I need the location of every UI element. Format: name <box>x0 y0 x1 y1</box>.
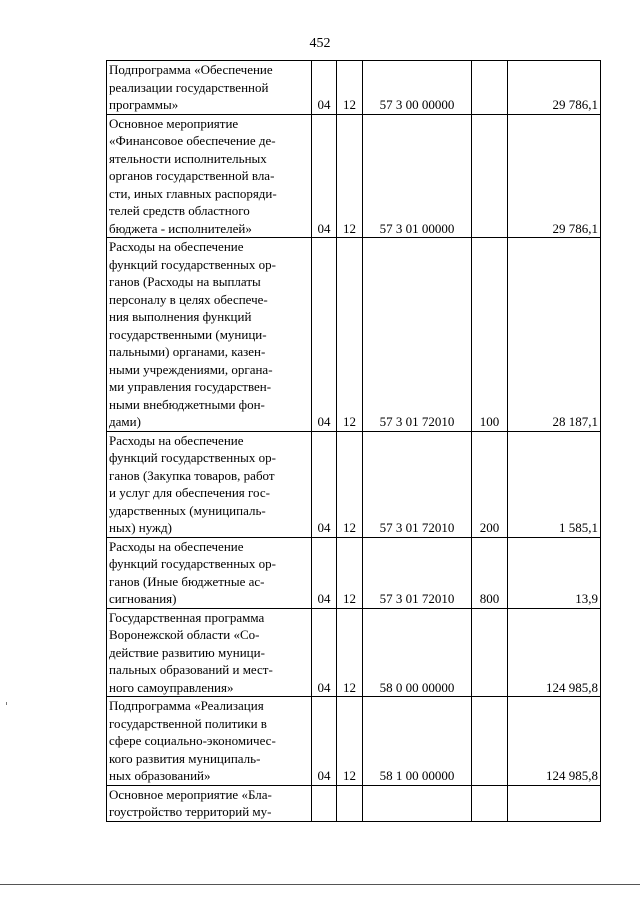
description-line: Государственная программа <box>109 609 265 625</box>
subsection-code: 12 <box>337 238 363 432</box>
target-article-code: 57 3 01 72010 <box>363 537 472 608</box>
amount: 28 187,1 <box>508 238 601 432</box>
expense-type-code <box>472 608 508 697</box>
table-row <box>107 697 601 786</box>
description-line: ударственных (муниципаль- <box>109 502 266 518</box>
description-line: функций государственных ор- <box>109 450 277 465</box>
section-code: 04 <box>312 431 337 537</box>
expense-type-code <box>472 61 508 115</box>
expense-type-code: 200 <box>472 431 508 537</box>
table-row <box>107 61 601 115</box>
description-line: и услуг для обеспечения гос- <box>109 485 270 500</box>
description-line: ных) нужд) <box>109 520 172 535</box>
table-row <box>107 537 601 608</box>
section-code: 04 <box>312 61 337 115</box>
description-line: ганов (Закупка товаров, работ <box>109 467 275 483</box>
description-line: персоналу в целях обеспече- <box>109 291 268 307</box>
description-line: сигнования) <box>109 591 177 606</box>
description-line: пальными) органами, казен- <box>109 344 266 359</box>
section-code <box>312 785 337 821</box>
subsection-code: 12 <box>337 608 363 697</box>
section-code: 04 <box>312 608 337 697</box>
amount: 1 585,1 <box>508 431 601 537</box>
description-line: бюджета - исполнителей» <box>109 220 252 236</box>
section-code: 04 <box>312 114 337 238</box>
description-line: Расходы на обеспечение <box>109 432 244 448</box>
section-code: 04 <box>312 697 337 786</box>
scan-mark <box>6 702 7 705</box>
table-row <box>107 608 601 697</box>
description-line: «Финансовое обеспечение де- <box>109 133 276 148</box>
description-line: органов государственной вла- <box>109 168 275 183</box>
description-line: Подпрограмма «Реализация <box>109 698 264 713</box>
item-description <box>107 608 312 697</box>
description-line: ятельности исполнительных <box>109 150 267 166</box>
description-line: Подпрограмма «Обеспечение <box>109 62 273 77</box>
amount: 29 786,1 <box>508 114 601 238</box>
target-article-code: 57 3 01 00000 <box>363 114 472 238</box>
subsection-code: 12 <box>337 61 363 115</box>
description-line: Воронежской области «Со- <box>109 627 260 642</box>
target-article-code: 57 3 01 72010 <box>363 431 472 537</box>
description-line: ных образований» <box>109 768 211 783</box>
amount: 13,9 <box>508 537 601 608</box>
description-line: гоустройство территорий му- <box>109 804 272 819</box>
amount: 29 786,1 <box>508 61 601 115</box>
page-number: 452 <box>309 36 331 51</box>
description-line: реализации государственной <box>109 79 269 95</box>
target-article-code: 58 0 00 00000 <box>363 608 472 697</box>
page-bottom-rule <box>0 884 640 885</box>
description-line: ми управления государствен- <box>109 379 272 394</box>
table-row <box>107 785 601 821</box>
item-description <box>107 537 312 608</box>
expense-type-code <box>472 785 508 821</box>
subsection-code <box>337 785 363 821</box>
target-article-code <box>363 785 472 821</box>
description-line: государственной политики в <box>109 715 267 731</box>
description-line: ными внебюджетными фон- <box>109 396 265 412</box>
description-line: Расходы на обеспечение <box>109 239 244 254</box>
description-line: пальных образований и мест- <box>109 662 273 677</box>
subsection-code: 12 <box>337 114 363 238</box>
description-line: кого развития муниципаль- <box>109 750 261 766</box>
description-line: сфере социально-экономичес- <box>109 733 276 748</box>
subsection-code: 12 <box>337 431 363 537</box>
item-description <box>107 114 312 238</box>
subsection-code: 12 <box>337 537 363 608</box>
expense-type-code <box>472 697 508 786</box>
expense-type-code: 100 <box>472 238 508 432</box>
table-row <box>107 114 601 238</box>
section-code: 04 <box>312 537 337 608</box>
description-line: государственными (муници- <box>109 326 267 342</box>
item-description <box>107 238 312 432</box>
target-article-code: 57 3 01 72010 <box>363 238 472 432</box>
description-line: дами) <box>109 414 141 429</box>
target-article-code: 58 1 00 00000 <box>363 697 472 786</box>
item-description <box>107 697 312 786</box>
description-line: программы» <box>109 97 179 112</box>
description-line: Основное мероприятие <box>109 115 239 131</box>
description-line: Расходы на обеспечение <box>109 538 244 554</box>
description-line: ными учреждениями, органа- <box>109 361 273 377</box>
subsection-code: 12 <box>337 697 363 786</box>
description-line: ного самоуправления» <box>109 679 234 695</box>
item-description <box>107 785 312 821</box>
description-line: ния выполнения функций <box>109 309 252 324</box>
table-row <box>107 431 601 537</box>
amount: 124 985,8 <box>508 608 601 697</box>
target-article-code: 57 3 00 00000 <box>363 61 472 115</box>
expense-type-code: 800 <box>472 537 508 608</box>
description-line: телей средств областного <box>109 203 250 218</box>
description-line: Основное мероприятие «Бла- <box>109 786 272 802</box>
description-line: ганов (Расходы на выплаты <box>109 274 261 289</box>
description-line: ганов (Иные бюджетные ас- <box>109 573 265 589</box>
description-line: действие развитию муници- <box>109 644 265 660</box>
expense-type-code <box>472 114 508 238</box>
amount: 124 985,8 <box>508 697 601 786</box>
section-code: 04 <box>312 238 337 432</box>
description-line: сти, иных главных распоряди- <box>109 185 277 201</box>
description-line: функций государственных ор- <box>109 556 277 571</box>
description-line: функций государственных ор- <box>109 256 277 272</box>
budget-table <box>106 60 601 822</box>
table-row <box>107 238 601 432</box>
item-description <box>107 431 312 537</box>
item-description <box>107 61 312 115</box>
amount <box>508 785 601 821</box>
